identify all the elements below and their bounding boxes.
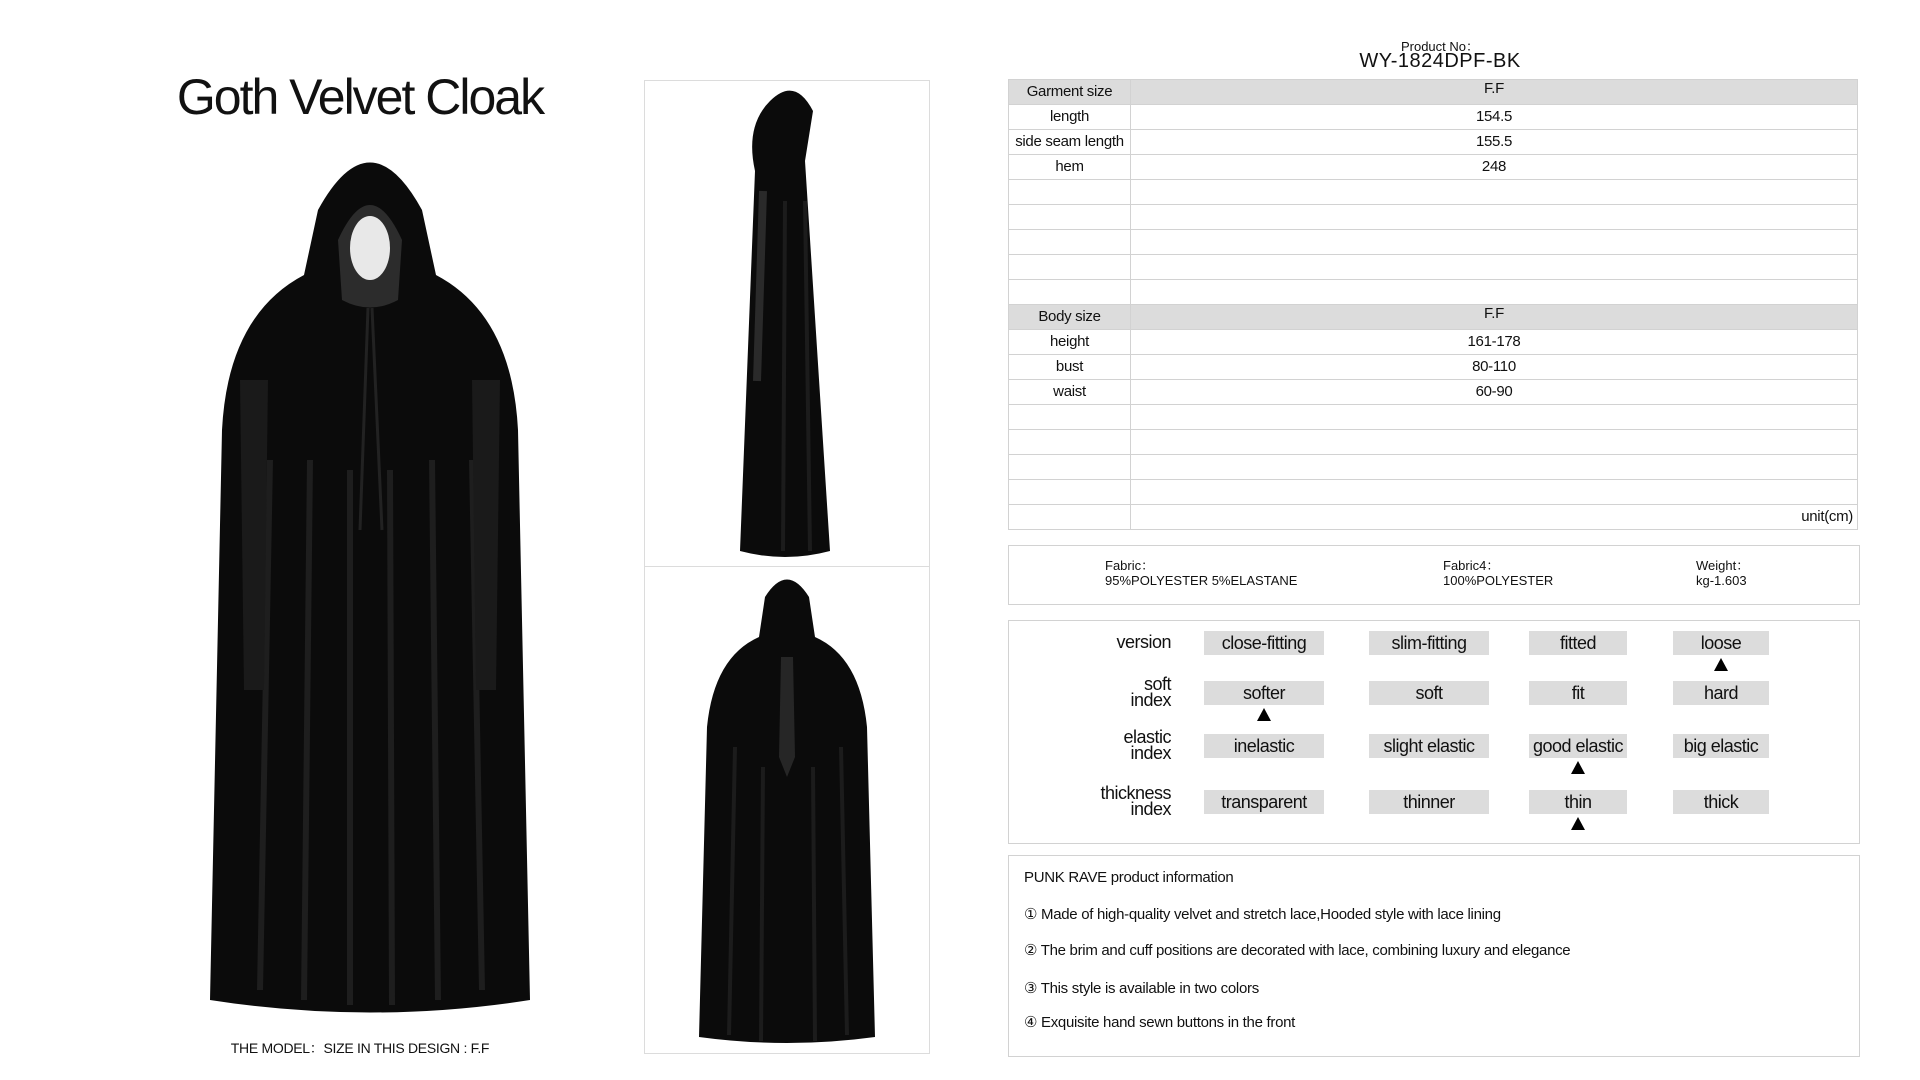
thickness-option: transparent [1204,790,1324,814]
body-size-ff-header: F.F [1131,305,1858,330]
body-size-header: Body size [1009,305,1131,330]
body-row-value: 161-178 [1131,330,1858,355]
soft-option: fit [1529,681,1627,705]
table-row-empty [1009,205,1858,230]
fabric4-label: Fabric4： [1443,558,1500,573]
table-row-empty [1009,280,1858,305]
version-option: close-fitting [1204,631,1324,655]
thickness-option: thick [1673,790,1769,814]
table-row-empty [1009,230,1858,255]
size-table [1008,79,1858,530]
product-info-box [1008,855,1860,1057]
table-row-empty [1009,430,1858,455]
weight-block [1696,558,1749,588]
product-number: WY-1824DPF-BK [1359,50,1521,72]
back-view-panel [644,566,930,1054]
table-row [1009,330,1858,355]
selected-marker-icon [1714,658,1728,671]
table-row-empty [1009,480,1858,505]
version-option: fitted [1529,631,1627,655]
garment-row-value: 154.5 [1131,105,1858,130]
selected-marker-icon [1571,817,1585,830]
garment-row-value: 155.5 [1131,130,1858,155]
info-item: ① Made of high-quality velvet and stretch lace,Hooded style with lace lining [1024,906,1501,923]
rating-box [1008,620,1860,844]
selected-marker-icon [1571,761,1585,774]
thickness-option: thinner [1369,790,1489,814]
table-row [1009,380,1858,405]
version-label: version [1116,632,1171,652]
elastic-option: big elastic [1673,734,1769,758]
info-item: ④ Exquisite hand sewn buttons in the front [1024,1014,1296,1031]
selected-marker-icon [1257,708,1271,721]
elastic-option: inelastic [1204,734,1324,758]
soft-option-selected: softer [1204,681,1324,705]
fabric-block [1105,558,1297,588]
unit-label: unit(cm) [1131,505,1858,530]
soft-option: soft [1369,681,1489,705]
elastic-index-label: elastic index [1123,727,1171,763]
garment-row-value: 248 [1131,155,1858,180]
table-row [1009,105,1858,130]
fabric4-block [1443,558,1553,588]
table-row-empty [1009,180,1858,205]
model-caption: THE MODEL：SIZE IN THIS DESIGN : F.F [230,1040,490,1056]
table-row [1009,130,1858,155]
fabric4-value: 100%POLYESTER [1443,573,1554,588]
soft-index-label: soft index [1130,674,1171,710]
elastic-option-selected: good elastic [1529,734,1627,758]
table-row-empty [1009,455,1858,480]
fabric-info-box [1008,545,1860,605]
table-row [1009,355,1858,380]
back-view-image [645,567,929,1053]
body-row-value: 60-90 [1131,380,1858,405]
version-option-selected: loose [1673,631,1769,655]
body-row-label: height [1009,330,1131,355]
table-row-empty [1009,255,1858,280]
fabric-label: Fabric： [1105,558,1155,573]
info-item: ② The brim and cuff positions are decorated with lace, combining luxury and elegance [1024,942,1571,959]
info-item: ③ This style is available in two colors [1024,980,1259,997]
thickness-option-selected: thin [1529,790,1627,814]
weight-value: kg-1.603 [1696,573,1747,588]
garment-row-label: side seam length [1009,130,1131,155]
info-heading: PUNK RAVE product information [1024,869,1234,886]
fabric-value: 95%POLYESTER 5%ELASTANE [1105,573,1298,588]
body-size-header-row [1009,305,1858,330]
product-number-label: Product No： [1400,39,1480,54]
garment-row-label: hem [1009,155,1131,180]
body-row-label: waist [1009,380,1131,405]
garment-size-header: Garment size [1009,80,1131,105]
body-row-value: 80-110 [1131,355,1858,380]
elastic-option: slight elastic [1369,734,1489,758]
model-front-image [200,130,540,1030]
soft-option: hard [1673,681,1769,705]
garment-size-header-row [1009,80,1858,105]
table-row-unit [1009,505,1858,530]
version-option: slim-fitting [1369,631,1489,655]
side-view-panel [644,80,930,567]
weight-label: Weight： [1696,558,1750,573]
product-title: Goth Velvet Cloak [176,69,544,125]
table-row [1009,155,1858,180]
garment-row-label: length [1009,105,1131,130]
thickness-index-label: thickness index [1100,783,1171,819]
table-row-empty [1009,405,1858,430]
side-view-image [645,81,929,567]
body-row-label: bust [1009,355,1131,380]
garment-size-ff-header: F.F [1131,80,1858,105]
